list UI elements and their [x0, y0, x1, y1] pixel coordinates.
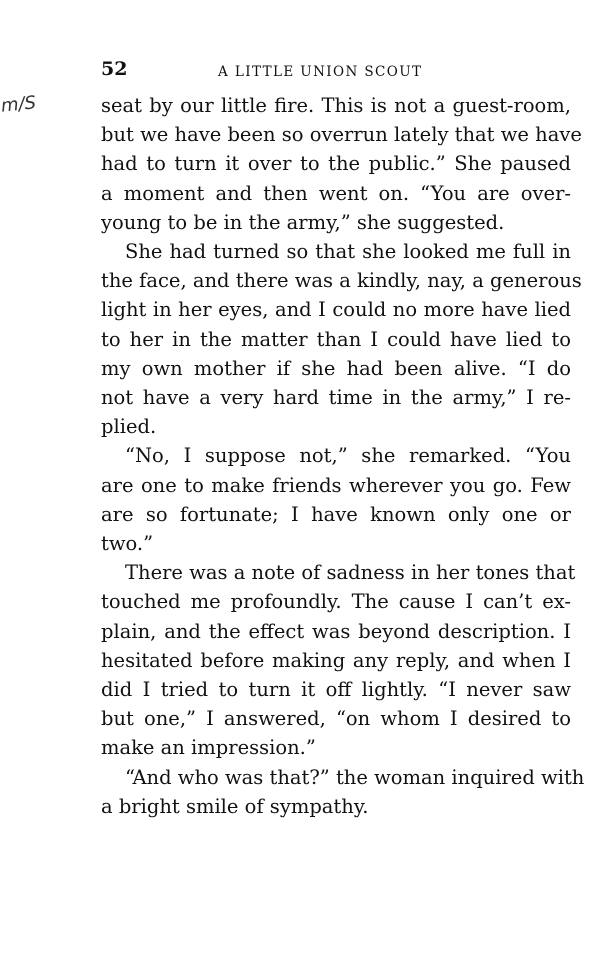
- text-line: the face, and there was a kindly, nay, a generous: [101, 269, 582, 293]
- page-header: [101, 58, 571, 82]
- text-line: but one,” I answered, “on whom I desired to: [101, 707, 571, 731]
- text-line: light in her eyes, and I could no more have lied: [101, 298, 571, 322]
- text-line: did I tried to turn it off lightly. “I never saw: [101, 678, 571, 702]
- text-line: hesitated before making any reply, and when I: [101, 648, 571, 672]
- text-line: She had turned so that she looked me full in: [125, 240, 571, 264]
- paragraph: [101, 763, 585, 821]
- paragraph: [101, 441, 571, 558]
- text-line: There was a note of sadness in her tones that: [125, 561, 576, 585]
- handwritten-margin-note: m/S: [0, 92, 38, 117]
- text-line: “No, I suppose not,” she remarked. “You: [125, 444, 571, 468]
- page-number: 52: [101, 58, 128, 80]
- text-line: to her in the matter than I could have lied to: [101, 327, 571, 351]
- body-text: [101, 91, 585, 821]
- text-line: young to be in the army,” she suggested.: [101, 210, 505, 234]
- text-line: “And who was that?” the woman inquired with: [125, 765, 585, 789]
- text-line: my own mother if she had been alive. “I do: [101, 356, 571, 380]
- text-line: make an impression.”: [101, 736, 316, 760]
- text-line: not have a very hard time in the army,” I re-: [101, 386, 571, 410]
- paragraph: [101, 558, 576, 762]
- text-line: touched me profoundly. The cause I can’t ex-: [101, 590, 571, 614]
- paragraph: [101, 91, 582, 237]
- text-line: a moment and then went on. “You are over-: [101, 181, 571, 205]
- text-line: but we have been so overrun lately that we have: [101, 123, 582, 147]
- text-line: plied.: [101, 415, 157, 439]
- text-line: two.”: [101, 532, 154, 556]
- text-line: are so fortunate; I have known only one or: [101, 502, 571, 526]
- running-title: A LITTLE UNION SCOUT: [218, 64, 423, 80]
- text-line: plain, and the effect was beyond description. I: [101, 619, 571, 643]
- paragraph: [101, 237, 582, 441]
- text-line: seat by our little fire. This is not a guest-room,: [101, 94, 571, 117]
- text-line: a bright smile of sympathy.: [101, 794, 369, 818]
- text-line: are one to make friends wherever you go. Few: [101, 473, 571, 497]
- text-line: had to turn it over to the public.” She paused: [101, 152, 571, 176]
